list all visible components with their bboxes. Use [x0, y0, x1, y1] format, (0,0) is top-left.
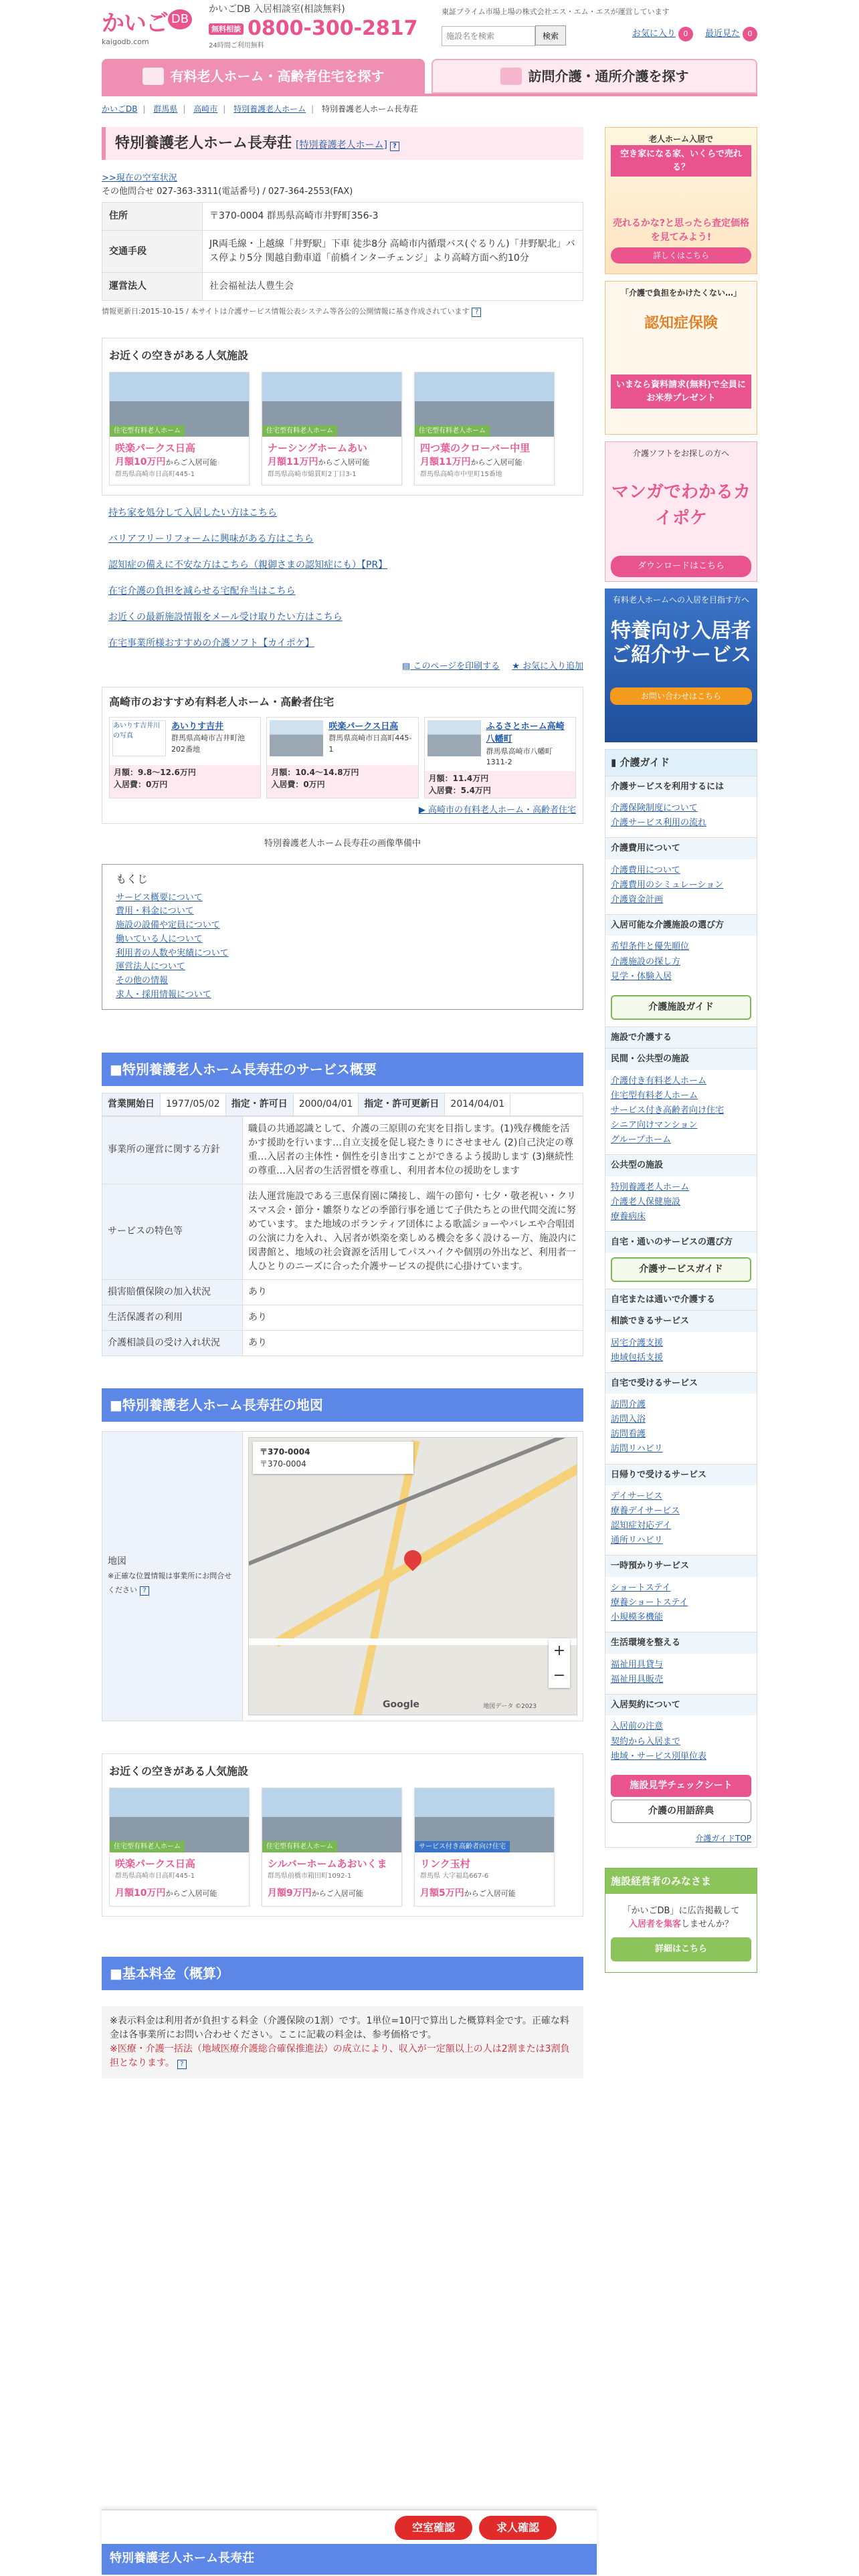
- row-label: 生活保護者の利用: [102, 1305, 243, 1330]
- service-table: [102, 1116, 583, 1356]
- guide-link[interactable]: 介護資金計画: [611, 894, 664, 905]
- ad1-ribbon: 空き家になる家、いくらで売れる？: [611, 145, 751, 177]
- card-tag: 住宅型有料老人ホーム: [110, 425, 185, 437]
- guide-link[interactable]: 訪問リハビリ: [611, 1444, 663, 1455]
- guide-link[interactable]: 介護付き有料老人ホーム: [611, 1075, 707, 1086]
- guide-link[interactable]: 地域・サービス別単位表: [611, 1751, 707, 1761]
- guide-title: 介護ガイド: [619, 756, 670, 768]
- table-row: [102, 1431, 583, 1721]
- logo-db: DB: [168, 9, 192, 29]
- guide-group-title: 自宅または通いで介護する: [605, 1289, 757, 1311]
- card-price: 月額9万円: [268, 1888, 312, 1899]
- row-label: 介護相談員の受け入れ状況: [102, 1330, 243, 1356]
- guide-link[interactable]: ショートステイ: [611, 1582, 671, 1593]
- recommend-name[interactable]: あいりす吉井: [171, 721, 224, 732]
- guide-group-title: 自宅・通いのサービスの選び方: [605, 1231, 757, 1253]
- table-row: [102, 231, 583, 273]
- recommend-more-link[interactable]: ▶ 高崎市の有料老人ホーム・高齢者住宅: [418, 804, 576, 815]
- row-label: サービスの特色等: [102, 1184, 243, 1279]
- table-row: [102, 1279, 583, 1305]
- recommend-name[interactable]: ふるさとホーム高崎八幡町: [486, 721, 565, 744]
- recommend-item[interactable]: [266, 717, 418, 798]
- row-value: あり: [243, 1279, 583, 1305]
- card-addr: 群馬県高崎市日高町445-1: [115, 1872, 195, 1881]
- help-icon[interactable]: ?: [472, 308, 481, 317]
- ad2-ribbon: いまなら資料請求(無料)で全員にお米券プレゼント: [611, 374, 751, 409]
- biz-text-1: 「かいごDB」に広告掲載して: [622, 1906, 740, 1917]
- map-label: 地図: [108, 1556, 126, 1568]
- help-icon[interactable]: ?: [177, 2060, 187, 2069]
- guide-link[interactable]: サービス付き高齢者向け住宅: [611, 1105, 725, 1115]
- card-price-suffix: からご入居可能: [165, 458, 217, 467]
- ad-house-sale[interactable]: [605, 127, 757, 274]
- recent-label: 最近見た: [704, 29, 740, 39]
- guide-link[interactable]: 訪問介護: [611, 1400, 646, 1410]
- search-box: [442, 25, 566, 46]
- care-icon: [500, 68, 522, 85]
- tab-nursing-home-label: 有料老人ホーム・高齢者住宅を探す: [170, 68, 385, 84]
- toc-item[interactable]: 働いている人について: [116, 934, 203, 944]
- help-icon[interactable]: ?: [140, 1586, 149, 1596]
- guide-header: [605, 750, 757, 776]
- favorites-count: 0: [678, 27, 693, 41]
- row-value: 〒370-0004 群馬県高崎市井野町356-3: [203, 203, 583, 231]
- main-content: [102, 122, 583, 2078]
- facility-image-placeholder: 特別養護老人ホーム長寿荘の画像準備中: [264, 839, 421, 849]
- help-icon[interactable]: ?: [390, 142, 399, 151]
- card-tag: 住宅型有料老人ホーム: [415, 425, 490, 437]
- guide-link[interactable]: グループホーム: [611, 1135, 671, 1146]
- guide-link[interactable]: 療養病床: [611, 1211, 646, 1222]
- guide-group-title: 相談できるサービス: [605, 1310, 757, 1332]
- nearby-card[interactable]: [109, 1788, 250, 1907]
- facility-photo: [415, 372, 554, 437]
- main-tabs: [102, 59, 757, 94]
- search-button[interactable]: 検索: [535, 25, 566, 45]
- logo-text: かいご: [102, 10, 168, 37]
- toc-item[interactable]: サービス概要について: [116, 892, 203, 903]
- recommend-addr: 群馬県高崎市日高町445-1: [328, 734, 412, 754]
- guide-link[interactable]: 療養デイサービス: [611, 1506, 680, 1517]
- star-icon: ★: [512, 661, 520, 671]
- guide-link[interactable]: 訪問入浴: [611, 1414, 646, 1425]
- promo-link[interactable]: 在宅介護の負担を減らせる宅配弁当はこちら: [108, 586, 296, 597]
- update-value: 2014/04/01: [445, 1093, 510, 1115]
- table-row: [102, 273, 583, 301]
- house-icon: [142, 68, 164, 85]
- guide-link[interactable]: シニア向けマンション: [611, 1120, 698, 1131]
- facility-photo: [110, 1788, 249, 1852]
- row-value: あり: [243, 1330, 583, 1356]
- service-dates: [102, 1093, 583, 1116]
- facility-guide-button[interactable]: 介護施設ガイド: [611, 995, 751, 1020]
- guide-link[interactable]: 介護保険制度について: [611, 803, 698, 813]
- card-price: 月額10万円: [115, 457, 166, 467]
- nearby2-section: [102, 1753, 583, 1917]
- vacancy-check-button[interactable]: 空室確認: [395, 2516, 472, 2540]
- guide-group-title: 入居可能な介護施設の選び方: [605, 914, 757, 936]
- vacancy-link[interactable]: >>現在の空室状況: [102, 173, 177, 183]
- logo-sub: kaigodb.com: [102, 37, 149, 46]
- guide-group-title: 自宅で受けるサービス: [605, 1372, 757, 1394]
- nearby-card[interactable]: [109, 372, 250, 486]
- job-check-button[interactable]: 求人確認: [479, 2516, 557, 2540]
- start-label: 営業開始日: [102, 1093, 161, 1115]
- table-row: [102, 1184, 583, 1279]
- card-name[interactable]: 四つ葉のクローバー中里: [420, 441, 531, 454]
- footer-facility-name: 特別養護老人ホーム長寿荘: [102, 2544, 597, 2575]
- ad4-button[interactable]: お問い合わせはこちら: [610, 687, 752, 705]
- guide-group-title: 公共型の施設: [605, 1154, 757, 1176]
- print-label: このページを印刷する: [413, 661, 500, 671]
- favorites-label: お気に入り: [632, 29, 676, 39]
- checksheet-button[interactable]: 施設見学チェックシート: [611, 1775, 751, 1797]
- tel-block: [209, 3, 418, 51]
- promo-link[interactable]: お近くの最新施設情報をメール受け取りたい方はこちら: [108, 612, 343, 623]
- facility-type-label: 特別養護老人ホーム: [299, 140, 384, 150]
- print-icon: ▤: [402, 661, 411, 671]
- table-row: [102, 1116, 583, 1184]
- ad3-big: マンガでわかるカイポケ: [611, 482, 751, 528]
- guide-group-title: 民間・公共型の施設: [605, 1048, 757, 1070]
- breadcrumb-home[interactable]: かいごDB: [102, 104, 138, 114]
- card-price-suffix: からご入居可能: [165, 1889, 217, 1899]
- biz-detail-button[interactable]: 詳細はこちら: [611, 1937, 751, 1961]
- service-heading: ■特別養護老人ホーム長寿荘のサービス概要: [102, 1053, 583, 1086]
- site-header: [102, 0, 757, 53]
- ad1-big: 売れるかな?と思ったら査定価格を見てみよう!: [612, 218, 750, 243]
- favorites-link[interactable]: [632, 29, 693, 39]
- guide-group-title: 介護サービスを利用するには: [605, 776, 757, 798]
- row-label: 損害賠償保険の加入状況: [102, 1279, 243, 1305]
- facility-photo: [262, 1788, 401, 1852]
- recommend-addr: 群馬県高崎市八幡町1311-2: [486, 746, 553, 766]
- guide-link[interactable]: 地域包括支援: [611, 1352, 664, 1363]
- ad2-top: 「介護で負担をかけたくない…」: [620, 288, 741, 298]
- card-name[interactable]: 咲楽パークス日高: [115, 441, 195, 454]
- card-tag: 住宅型有料老人ホーム: [110, 1841, 185, 1852]
- recommend-item[interactable]: [424, 717, 576, 798]
- site-logo[interactable]: [102, 7, 192, 48]
- recommend-monthly: 月額：10.4〜14.8万円: [271, 767, 359, 777]
- fav-add-link[interactable]: [512, 661, 583, 671]
- guide-link[interactable]: 介護サービス利用の流れ: [611, 818, 707, 829]
- recommend-entry: 入居費：0万円: [271, 779, 325, 789]
- map-table: [102, 1431, 583, 1721]
- toc-item[interactable]: 利用者の人数や実績について: [116, 948, 229, 958]
- recommend-entry: 入居費：5.4万円: [428, 785, 491, 795]
- breadcrumb-pref[interactable]: 群馬県: [153, 104, 178, 114]
- ad4-top: 有料老人ホームへの入居を目指す方へ: [612, 595, 749, 605]
- ad-insurance[interactable]: [605, 281, 757, 435]
- recent-link[interactable]: [705, 29, 757, 39]
- recommend-title: 高崎市のおすすめ有料老人ホーム・高齢者住宅: [109, 695, 335, 708]
- guide-link[interactable]: 見学・体験入居: [611, 971, 672, 982]
- update-note: 情報更新日:2015-10-15 / 本サイトは介護サービス情報公表システム等各公的公開情報に基き作成されています: [102, 307, 470, 316]
- fee-note-2: ※医療・介護一括法（地域医療介護総合確保推進法）の成立により、収入が一定額以上の人は2割または3割負担となります。: [110, 2044, 570, 2069]
- guide-group-title: 一時預かりサービス: [605, 1555, 757, 1577]
- card-price-suffix: からご入居可能: [318, 458, 370, 467]
- card-name[interactable]: ナーシングホームあい: [268, 441, 368, 454]
- sidebar: [605, 122, 757, 2078]
- tel-label: かいごDB 入居相談室(相談無料): [209, 4, 345, 15]
- card-addr: 群馬県高崎市綿貫町2丁目3-1: [268, 471, 357, 478]
- guide-group-title: 日帰りで受けるサービス: [605, 1464, 757, 1486]
- row-value: 社会福祉法人豊生会: [203, 273, 583, 301]
- guide-link[interactable]: 福祉用具貸与: [611, 1659, 664, 1670]
- service-guide-button[interactable]: 介護サービスガイド: [611, 1257, 751, 1282]
- map-postal: 〒370-0004: [260, 1446, 310, 1457]
- book-icon: ▮: [611, 756, 617, 768]
- page-title: [102, 127, 583, 160]
- ad1-top: 老人ホーム入居で: [648, 134, 713, 144]
- card-addr: 群馬県高崎市日高町445-1: [115, 471, 195, 478]
- card-price-suffix: からご入居可能: [464, 1889, 516, 1899]
- card-tag: サービス付き高齢者向け住宅: [415, 1841, 510, 1852]
- corp-note: 東証プライム市場上場の株式会社エス・エム・エスが運営しています: [442, 7, 670, 16]
- care-guide: [605, 749, 757, 1848]
- contact-info: その他問合せ 027-363-3311(電話番号) / 027-364-2553(FAX): [102, 186, 353, 197]
- ad2-big: 認知症保険: [644, 315, 718, 332]
- toc: [102, 864, 583, 1010]
- guide-group-title: 入居契約について: [605, 1694, 757, 1716]
- designate-label: 指定・許可日: [226, 1093, 294, 1115]
- breadcrumb-current: 特別養護老人ホーム長寿荘: [322, 104, 419, 114]
- designate-value: 2000/04/01: [294, 1093, 359, 1115]
- row-value: 法人運営施設である三恵保育園に隣接し、端午の節句・七夕・敬老祝い・クリスマス会・節分・雛祭りなどの季節行事を通じて子供たちとの世代間交流に努めています。また地域のボランティア団体による歌謡ショーやバレエや合唱団の公演に力を入れ、入居者が娯楽を楽しめる機会を多く設けるー方、施設内に図書館と、地域の社会資源を活用してパスハイクや個別の外出など、利用者一人ひとりのニーズに合った介護サービスの提供に心掛けています。: [243, 1184, 583, 1279]
- table-row: [102, 1305, 583, 1330]
- biz-text-2: 入居者を集客: [628, 1919, 681, 1929]
- dictionary-button[interactable]: 介護の用語辞典: [611, 1800, 751, 1823]
- recommend-more-label: 高崎市の有料老人ホーム・高齢者住宅: [427, 804, 576, 815]
- fee-heading: ■基本料金（概算）: [102, 1957, 583, 1990]
- free-badge: 無料相談: [209, 23, 244, 35]
- promo-link[interactable]: 持ち家を処分して入居したい方はこちら: [108, 508, 277, 518]
- guide-group-title: 介護費用について: [605, 837, 757, 859]
- fee-notes: [102, 2006, 583, 2078]
- guide-group-title: 施設で介護する: [605, 1027, 757, 1049]
- card-price-suffix: からご入居可能: [311, 1889, 363, 1899]
- recommend-photo: あいりす吉井川の写真: [112, 720, 166, 756]
- guide-link[interactable]: 入居前の注意: [611, 1721, 664, 1732]
- guide-link[interactable]: 介護費用のシミュレーション: [611, 879, 724, 890]
- facility-info-table: [102, 202, 583, 301]
- recommend-entry: 入居費：0万円: [114, 779, 168, 789]
- row-label: 事業所の運営に関する方針: [102, 1116, 243, 1184]
- toc-item[interactable]: 運営法人について: [116, 962, 185, 972]
- map-zoom-controls[interactable]: + −: [549, 1638, 570, 1688]
- toc-item[interactable]: 施設の設備や定員について: [116, 920, 220, 931]
- guide-link[interactable]: 小規模多機能: [611, 1612, 664, 1623]
- guide-top-link[interactable]: 介護ガイドTOP: [695, 1833, 751, 1843]
- recommend-photo: [427, 720, 481, 756]
- nearby2-title: お近くの空きがある人気施設: [109, 1764, 249, 1778]
- row-label: 運営法人: [102, 273, 203, 301]
- sticky-footer: [0, 2509, 859, 2576]
- guide-link[interactable]: 介護費用について: [611, 865, 680, 875]
- recommend-photo: [270, 720, 323, 756]
- ad3-button[interactable]: ダウンロードはこちら: [611, 556, 751, 577]
- facility-photo: [415, 1788, 554, 1852]
- breadcrumb: かいごDB | 群馬県 | 高崎市 | 特別養護老人ホーム | 特別養護老人ホーム長寿荘: [102, 104, 419, 114]
- nearby-card[interactable]: [414, 372, 555, 486]
- ad4-big: 特養向け入居者ご紹介サービス: [611, 619, 751, 667]
- nearby-section: [102, 338, 583, 496]
- map-heading: ■特別養護老人ホーム長寿荘の地図: [102, 1388, 583, 1422]
- recent-count: 0: [743, 27, 757, 41]
- google-logo: Google: [383, 1699, 420, 1710]
- nearby-card[interactable]: [262, 372, 402, 486]
- toc-item[interactable]: 求人・採用情報について: [116, 990, 211, 1000]
- recommend-monthly: 月額：9.8〜12.6万円: [114, 767, 196, 777]
- card-name[interactable]: 咲楽パークス日高: [115, 1857, 195, 1870]
- map-addr: 〒370-0004: [260, 1459, 306, 1469]
- guide-link[interactable]: 希望条件と優先順位: [611, 942, 690, 952]
- recommend-section: [102, 687, 583, 825]
- guide-group-title: 生活環境を整える: [605, 1632, 757, 1654]
- guide-link[interactable]: 介護老人保健施設: [611, 1196, 681, 1207]
- ad3-top: 介護ソフトをお探しの方へ: [632, 449, 729, 458]
- map-address-card: [253, 1442, 413, 1474]
- tab-nursing-home[interactable]: [102, 59, 425, 94]
- guide-link[interactable]: 契約から入居まで: [611, 1736, 681, 1747]
- nearby-card[interactable]: [414, 1788, 555, 1907]
- print-link[interactable]: [402, 661, 500, 671]
- facility-type-link[interactable]: [特別養護老人ホーム]: [296, 140, 387, 150]
- toc-title: もくじ: [116, 872, 149, 885]
- map-view[interactable]: [248, 1437, 577, 1715]
- biz-title: 施設経営者のみなさま: [605, 1868, 757, 1895]
- start-value: 1977/05/02: [161, 1093, 226, 1115]
- nearby-card[interactable]: [262, 1788, 402, 1907]
- recommend-name[interactable]: 咲楽パークス日高: [328, 721, 399, 732]
- guide-link[interactable]: 福祉用具販売: [611, 1674, 664, 1685]
- ad-kaipoke[interactable]: [605, 441, 757, 582]
- recommend-item[interactable]: [109, 717, 261, 798]
- tel-number[interactable]: 0800-300-2817: [248, 17, 418, 40]
- guide-link[interactable]: デイサービス: [611, 1491, 663, 1502]
- promo-link[interactable]: バリアフリーリフォームに興味がある方はこちら: [108, 534, 314, 544]
- row-label: 交通手段: [102, 231, 203, 273]
- guide-link[interactable]: 介護施設の探し方: [611, 956, 681, 967]
- fav-add-label: お気に入り追加: [522, 661, 583, 671]
- guide-link[interactable]: 通所リハビリ: [611, 1535, 663, 1546]
- guide-link[interactable]: 住宅型有料老人ホーム: [611, 1090, 698, 1101]
- tab-home-care[interactable]: [432, 59, 757, 94]
- row-value: あり: [243, 1305, 583, 1330]
- guide-link[interactable]: 訪問看護: [611, 1429, 646, 1440]
- table-row: [102, 1330, 583, 1356]
- card-price-suffix: からご入居可能: [470, 458, 522, 467]
- guide-link[interactable]: 居宅介護支援: [611, 1337, 664, 1348]
- card-tag: 住宅型有料老人ホーム: [262, 1841, 337, 1852]
- guide-link[interactable]: 認知症対応デイ: [611, 1521, 672, 1531]
- card-name[interactable]: シルバーホームあおいくま: [268, 1857, 387, 1870]
- card-addr: 群馬県高崎市中里町15番地: [420, 471, 502, 478]
- toc-item[interactable]: その他の情報: [116, 976, 169, 986]
- facility-photo: [110, 372, 249, 437]
- card-name[interactable]: リンク玉村: [420, 1857, 470, 1870]
- recommend-addr: 群馬県高崎市吉井町池202番地: [171, 734, 245, 754]
- guide-link[interactable]: 療養ショートステイ: [611, 1598, 688, 1608]
- map-attribution: 地図データ ©2023: [483, 1703, 537, 1711]
- ad-tokuyou[interactable]: [605, 588, 757, 742]
- tel-note: 24時間ご利用無料: [209, 42, 264, 49]
- row-value: 職員の共通認識として、介護の三原則の充実を目指します。(1)残存機能を活かす援助を行います…自立支援を促し寝たきりにさせません (2)自己決定の尊重…入居者の主体性・個性を引き出すことができるよう援助します (3)継続性の尊重…入居者の生活習慣を尊重し、利用者本位の援助をします: [243, 1116, 583, 1184]
- update-label: 指定・許可更新日: [359, 1093, 445, 1115]
- ad1-button[interactable]: 詳しくはこちら: [611, 247, 751, 263]
- fee-note-1: ※表示料金は利用者が負担する料金（介護保険の1割）です。1単位=10円で算出した概算料金です。正確な料金は各事業所にお問い合わせください。ここに記載の料金は、参考価格です。: [110, 2016, 569, 2041]
- guide-link[interactable]: 特別養護老人ホーム: [611, 1182, 690, 1192]
- facility-photo: [262, 372, 401, 437]
- tab-home-care-label: 訪問介護・通所介護を探す: [528, 68, 689, 84]
- row-label: 住所: [102, 203, 203, 231]
- promo-link[interactable]: 在宅事業所様おすすめの介護ソフト【カイポケ】: [108, 638, 314, 649]
- recommend-monthly: 月額：11.4万円: [428, 773, 489, 783]
- biz-text-3: しませんか？: [681, 1919, 734, 1929]
- table-row: [102, 203, 583, 231]
- card-price: 月額10万円: [115, 1888, 166, 1899]
- card-tag: 住宅型有料老人ホーム: [262, 425, 337, 437]
- row-value: JR両毛線・上越線「井野駅」下車 徒歩8分 高崎市内循環バス(ぐるりん)「井野駅北」バス停より5分 関越自動車道「前橋インターチェンジ」より高崎方面へ約10分: [203, 231, 583, 273]
- breadcrumb-type[interactable]: 特別養護老人ホーム: [233, 104, 306, 114]
- map-note: ※正確な位置情報は事業所にお問合せください: [108, 1572, 232, 1595]
- biz-ad: [605, 1868, 757, 1973]
- nearby-title: お近くの空きがある人気施設: [109, 348, 249, 362]
- facility-name: 特別養護老人ホーム長寿荘: [115, 135, 292, 152]
- card-price: 月額11万円: [420, 457, 471, 467]
- toc-item[interactable]: 費用・料金について: [116, 906, 194, 917]
- card-price: 月額5万円: [420, 1888, 464, 1899]
- promo-link[interactable]: 認知症の備えに不安な方はこちら（親御さまの認知症にも）【PR】: [108, 560, 388, 570]
- card-addr: 群馬県前橋市箱田町1092-1: [268, 1872, 352, 1881]
- promo-links: [102, 506, 583, 651]
- header-links: [623, 27, 757, 41]
- card-addr: 群馬県 大字福島667-6: [420, 1872, 489, 1881]
- search-input[interactable]: [442, 26, 535, 46]
- card-price: 月額11万円: [268, 457, 318, 467]
- breadcrumb-city[interactable]: 高崎市: [193, 104, 218, 114]
